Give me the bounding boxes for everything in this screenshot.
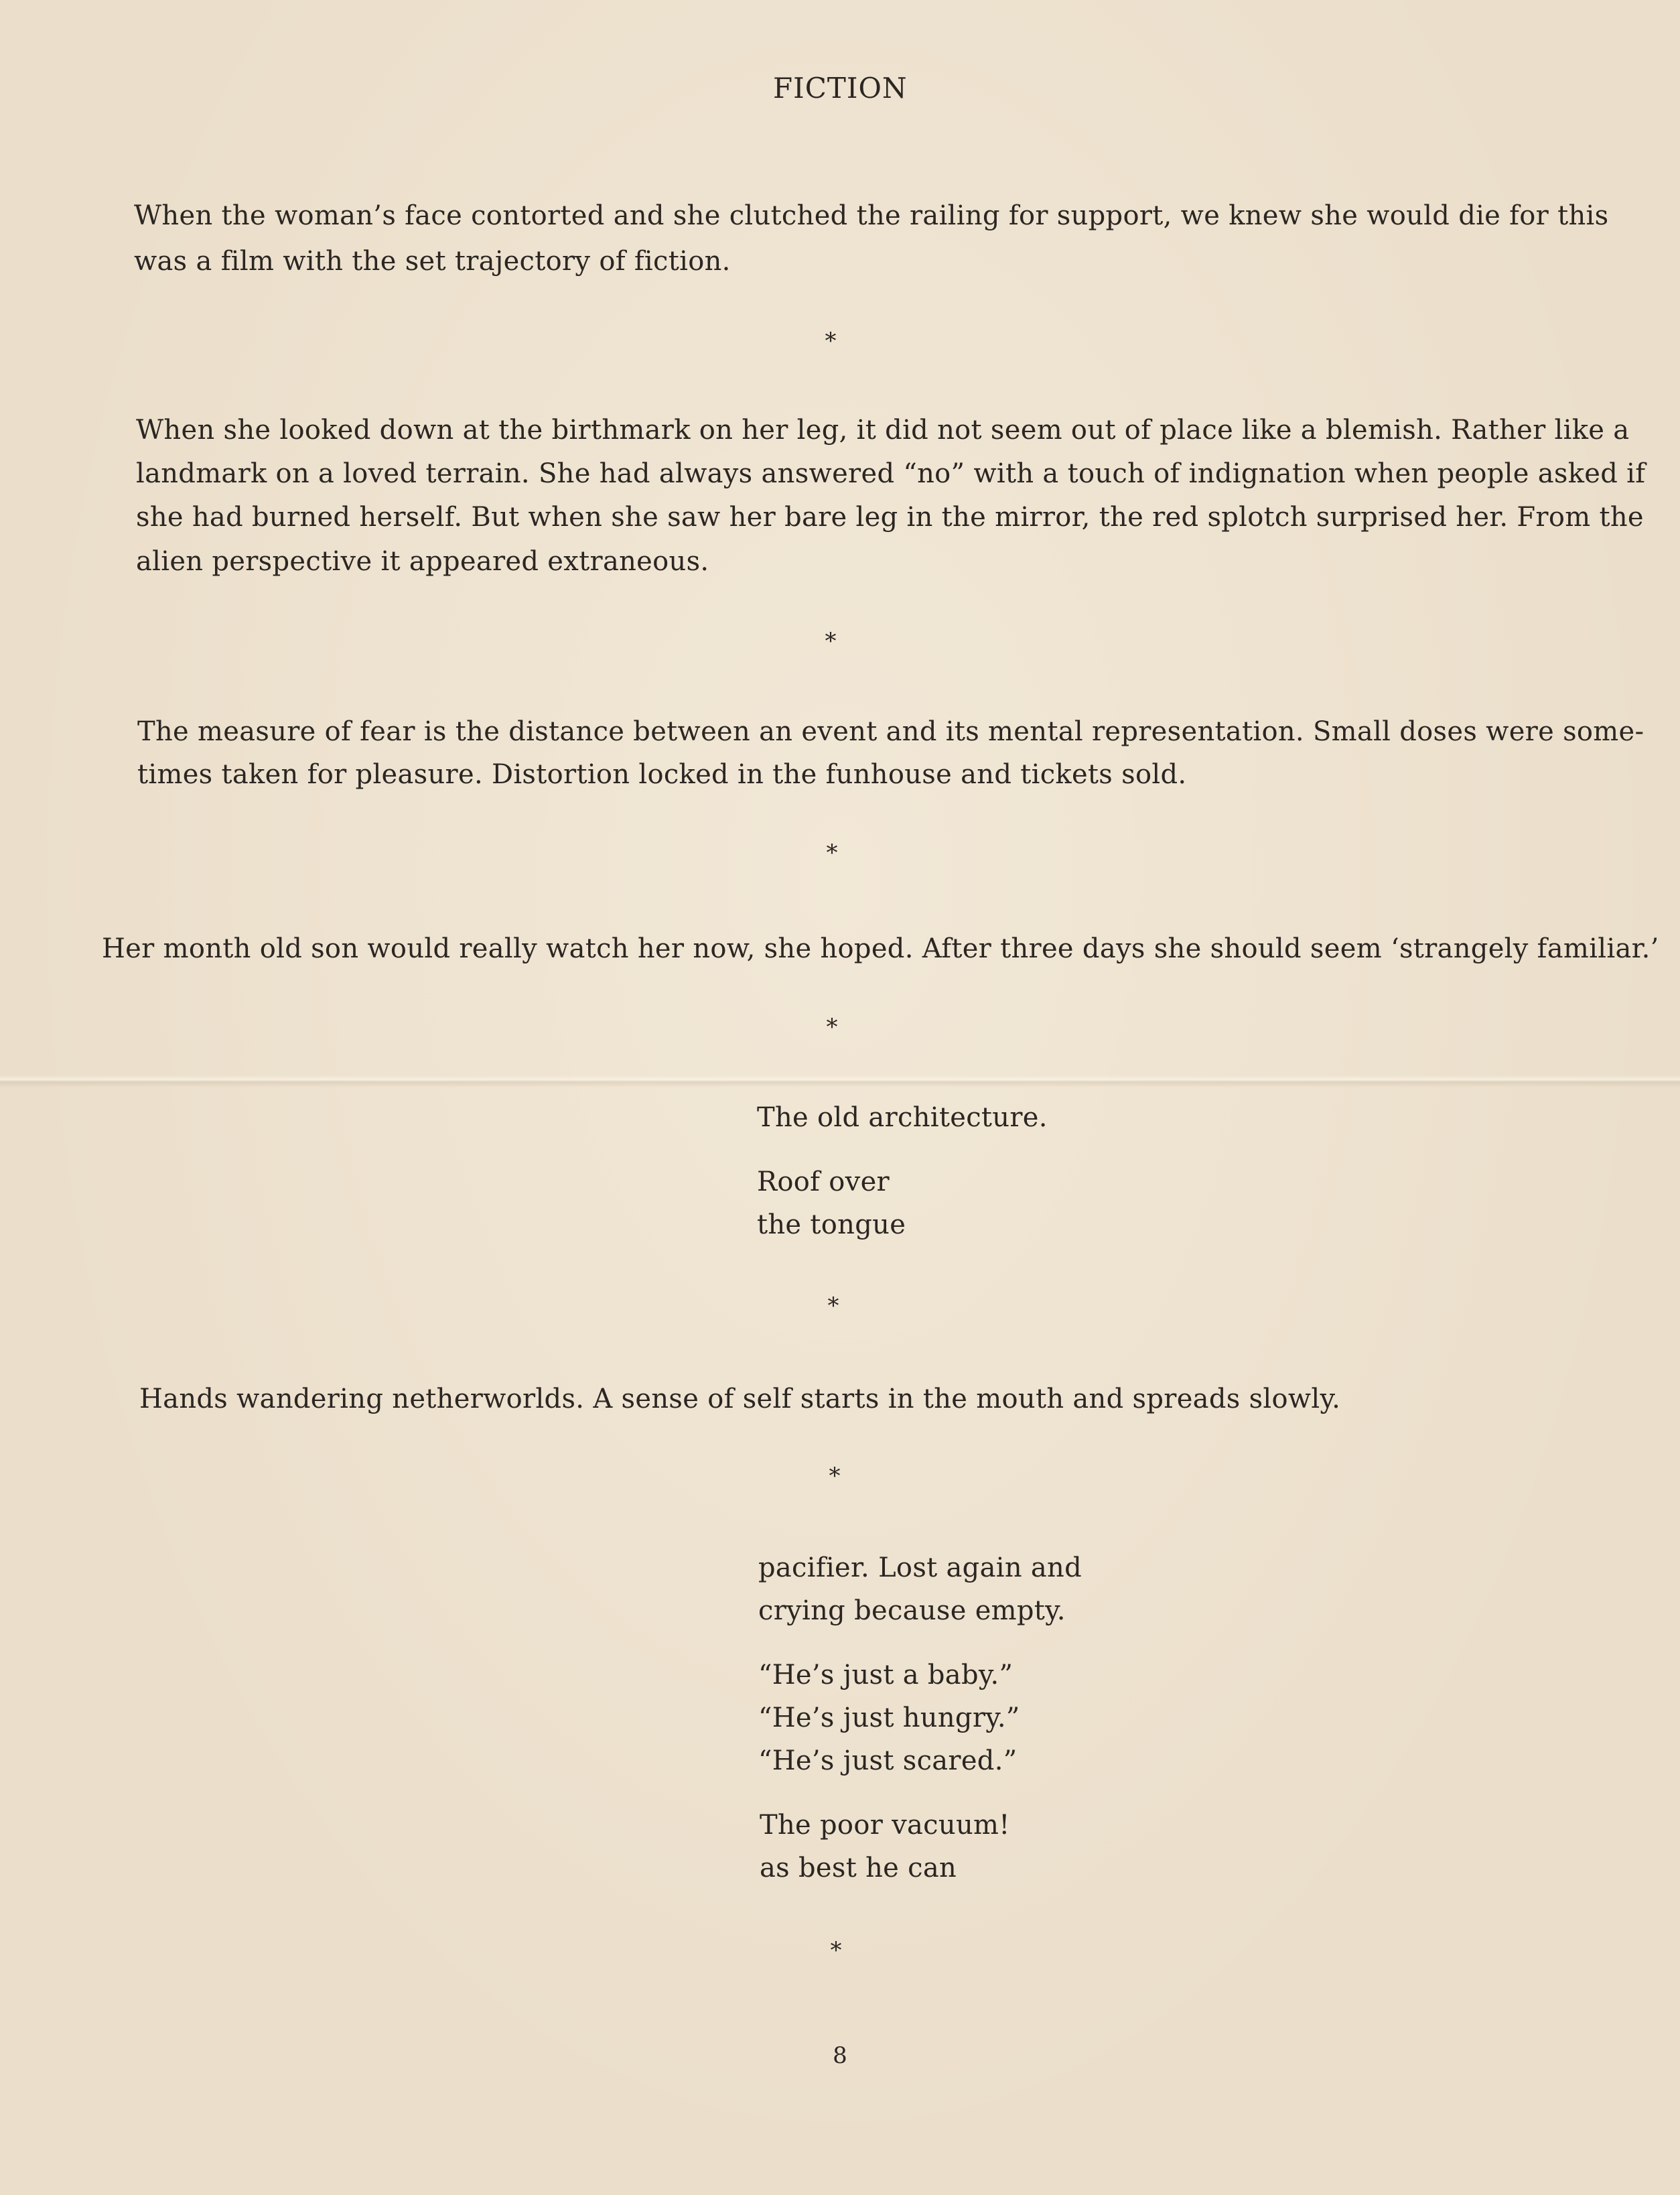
verse-1-line-3: the tongue bbox=[757, 1209, 906, 1240]
paragraph-1-line-2: was a film with the set trajectory of fiction. bbox=[134, 246, 731, 277]
verse-2-line-6: The poor vacuum! bbox=[760, 1810, 1010, 1841]
paragraph-5-line-1: Hands wandering netherworlds. A sense of self starts in the mouth and spreads slowly. bbox=[139, 1384, 1341, 1414]
verse-2-line-4: “He’s just hungry.” bbox=[758, 1703, 1020, 1733]
section-heading: FICTION bbox=[773, 72, 908, 105]
paragraph-3-line-1: The measure of fear is the distance between an event and its mental representation. Small doses were some- bbox=[137, 716, 1644, 747]
paragraph-2-line-2: landmark on a loved terrain. She had always answered “no” with a touch of indignation when people asked if bbox=[136, 458, 1646, 489]
separator-star: * bbox=[827, 1292, 839, 1319]
verse-2-line-5: “He’s just scared.” bbox=[758, 1745, 1018, 1776]
verse-1-line-1: The old architecture. bbox=[757, 1102, 1048, 1133]
separator-star: * bbox=[826, 840, 838, 866]
paragraph-2-line-1: When she looked down at the birthmark on her leg, it did not seem out of place like a blemish. Rather like a bbox=[136, 415, 1630, 446]
verse-1-line-2: Roof over bbox=[757, 1167, 890, 1197]
verse-2-line-1: pacifier. Lost again and bbox=[758, 1552, 1082, 1583]
paragraph-2-line-3: she had burned herself. But when she saw her bare leg in the mirror, the red splotch surprised her. From the bbox=[136, 502, 1644, 533]
separator-star: * bbox=[825, 628, 837, 655]
paragraph-1-line-1: When the woman’s face contorted and she clutched the railing for support, we knew she would die for this bbox=[134, 200, 1609, 231]
separator-star: * bbox=[825, 328, 837, 354]
paragraph-4-line-1: Her month old son would really watch her now, she hoped. After three days she should seem ‘strangely familiar.’ bbox=[102, 933, 1659, 964]
separator-star: * bbox=[826, 1014, 838, 1041]
paragraph-2-line-4: alien perspective it appeared extraneous. bbox=[136, 546, 709, 577]
separator-star: * bbox=[829, 1463, 841, 1489]
verse-2-line-3: “He’s just a baby.” bbox=[758, 1660, 1013, 1690]
separator-star: * bbox=[830, 1937, 842, 1964]
paragraph-3-line-2: times taken for pleasure. Distortion locked in the funhouse and tickets sold. bbox=[137, 759, 1187, 790]
verse-2-line-2: crying because empty. bbox=[758, 1595, 1066, 1626]
page-number: 8 bbox=[833, 2042, 847, 2069]
verse-2-line-7: as best he can bbox=[760, 1853, 957, 1883]
paper-fold bbox=[0, 1075, 1680, 1087]
